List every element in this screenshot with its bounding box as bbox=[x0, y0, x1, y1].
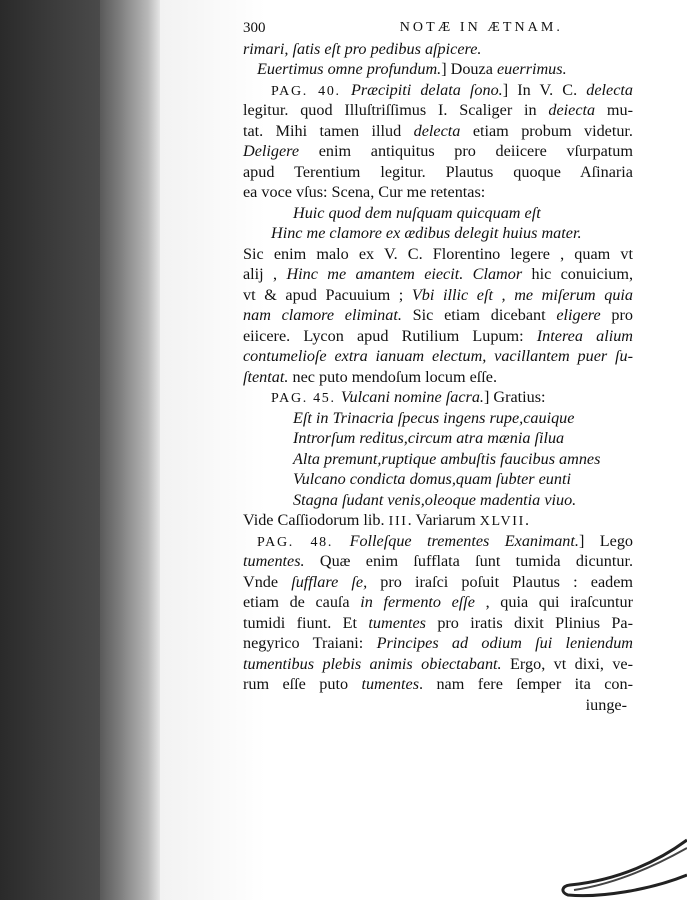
text-line bbox=[243, 551, 633, 572]
text-line bbox=[243, 285, 633, 306]
text-line bbox=[243, 59, 633, 80]
text-line bbox=[243, 326, 633, 347]
text-run: Eſt in Trinacria ſpecus ingens rupe,cauique bbox=[293, 408, 575, 427]
text-run: ] Lego bbox=[578, 531, 634, 550]
text-run: tat. Mihi tamen illud bbox=[243, 121, 414, 140]
text-run: in fermento eſſe bbox=[360, 593, 475, 611]
catchword bbox=[243, 695, 633, 716]
text-run: PAG. 45. bbox=[271, 391, 341, 406]
text-line bbox=[243, 531, 633, 552]
text-run: delecta bbox=[413, 121, 461, 140]
text-line bbox=[243, 674, 633, 695]
text-run: Sic enim malo ex V. C. Florentino legere , quam vt bbox=[243, 244, 633, 263]
text-run: tumentes. bbox=[243, 552, 305, 570]
text-line bbox=[243, 264, 633, 285]
text-run: enim antiquitus pro deiicere vſurpatum bbox=[299, 142, 633, 160]
text-run: pro iraſci poſuit Plautus : eadem bbox=[367, 572, 633, 591]
text-run: Vbi illic eſt , me miſerum quia bbox=[411, 285, 633, 304]
page-number: 300 bbox=[243, 20, 266, 36]
text-run: PAG. 40. bbox=[271, 83, 351, 99]
text-run: legitur. quod Illuſtriſſimus I. Scaliger in bbox=[243, 101, 549, 119]
text-line bbox=[243, 305, 633, 326]
text-run: Vulcani nomine ſacra. bbox=[340, 388, 484, 406]
text-run bbox=[463, 265, 472, 283]
text-line bbox=[243, 572, 633, 593]
text-run: vt & apud Pacuuium ; bbox=[243, 285, 412, 304]
text-run: nec puto mendoſum locum eſſe. bbox=[288, 367, 498, 386]
text-run: tumentes bbox=[368, 613, 426, 632]
text-line bbox=[243, 367, 633, 388]
running-title: NOTÆ IN ÆTNAM. bbox=[399, 20, 563, 35]
text-line bbox=[243, 592, 633, 613]
text-run: PAG. 48. bbox=[257, 534, 350, 550]
text-run: alij , bbox=[243, 265, 287, 283]
text-run: Hinc me clamore ex ædibus delegit huius mater. bbox=[271, 224, 582, 242]
text-run: negyrico Traiani: bbox=[243, 634, 377, 652]
text-run: rimari, ſatis eſt pro pedibus aſpicere. bbox=[243, 39, 482, 58]
verse-line bbox=[243, 449, 633, 470]
text-run: Principes ad odium ſui leniendum bbox=[376, 634, 633, 652]
text-run: Stagna ſudant venis,oleoque madentia viuo. bbox=[293, 490, 577, 509]
text-run: III bbox=[388, 514, 408, 529]
text-run: Vide Caſſiodorum lib. bbox=[243, 511, 389, 529]
text-line bbox=[243, 80, 633, 101]
text-run: hic conuicium, bbox=[522, 265, 634, 283]
text-run: Præcipiti delata ſono. bbox=[350, 80, 503, 99]
text-run: ] Gratius: bbox=[483, 388, 546, 406]
text-run: pro iratis dixit Plinius Pa- bbox=[425, 613, 634, 632]
text-line bbox=[243, 100, 633, 121]
page-text bbox=[243, 18, 633, 715]
text-run: Folleſque trementes Exanimant. bbox=[349, 531, 579, 550]
verse-line bbox=[243, 223, 633, 244]
text-run: . Variarum bbox=[407, 511, 480, 529]
text-run: Vulcano condicta domus,quam ſubter eunti bbox=[293, 470, 571, 488]
bookmark-cord bbox=[560, 800, 687, 900]
text-line bbox=[243, 346, 633, 367]
text-run: Ergo, vt dixi, ve- bbox=[501, 654, 633, 673]
text-line bbox=[243, 162, 633, 183]
text-line bbox=[243, 387, 633, 408]
text-run: ] In V. C. bbox=[502, 80, 587, 99]
text-line bbox=[243, 141, 633, 162]
text-line bbox=[243, 633, 633, 654]
verse-line bbox=[243, 203, 633, 224]
text-run: mu- bbox=[595, 101, 633, 119]
verse-line bbox=[243, 469, 633, 490]
text-run: Hinc me amantem eiecit. bbox=[286, 265, 464, 283]
text-run: eligere bbox=[556, 306, 601, 324]
text-line bbox=[243, 182, 633, 203]
running-header bbox=[243, 18, 633, 39]
text-run: Sic etiam dicebant bbox=[401, 306, 557, 324]
text-line bbox=[243, 654, 633, 675]
text-run: Introrſum reditus,circum atra mænia ſilua bbox=[293, 429, 565, 447]
text-run: Quæ enim ſufflata ſunt tumida dicuntur. bbox=[304, 552, 633, 570]
verse-line bbox=[243, 490, 633, 511]
text-run: , quia qui iraſcuntur bbox=[475, 593, 634, 611]
text-run: apud Terentium legitur. Plautus quoque Aſinaria bbox=[243, 162, 633, 181]
book-cover-edge bbox=[0, 0, 100, 900]
text-run: etiam de cauſa bbox=[243, 593, 361, 611]
text-run: . nam fere ſemper ita con- bbox=[419, 675, 634, 693]
verse-line bbox=[243, 408, 633, 429]
text-run: rum eſſe puto bbox=[243, 675, 362, 693]
text-line bbox=[243, 613, 633, 634]
text-run: Alta premunt,ruptique ambuſtis faucibus amnes bbox=[293, 449, 601, 468]
text-run: contumelioſe extra ianuam electum, vacillantem puer ſu- bbox=[243, 347, 633, 365]
text-run: ſtentat. bbox=[243, 367, 289, 386]
text-run: . bbox=[524, 511, 529, 529]
text-run: pro bbox=[600, 306, 634, 324]
verse-line bbox=[243, 428, 633, 449]
text-line bbox=[243, 244, 633, 265]
text-run: tumentibus plebis animis obiectabant. bbox=[243, 654, 502, 673]
text-run: etiam probum videtur. bbox=[460, 121, 633, 140]
text-run: Clamor bbox=[472, 265, 523, 283]
text-run: tumidi fiunt. Et bbox=[243, 613, 369, 632]
text-run: Deligere bbox=[243, 142, 300, 160]
text-run: nam clamore eliminat. bbox=[243, 306, 402, 324]
text-run: XLVII bbox=[479, 514, 525, 529]
text-run: Interea alium bbox=[536, 326, 633, 345]
text-run: ſufflare ſe, bbox=[291, 572, 368, 591]
text-run: ea voce vſus: Scena, Cur me retentas: bbox=[243, 183, 486, 201]
book-gutter bbox=[100, 0, 160, 900]
text-run: Vnde bbox=[243, 572, 292, 591]
text-run: Euertimus omne profundum. bbox=[257, 60, 442, 78]
text-run: euerrimus. bbox=[496, 60, 567, 78]
text-run: Huic quod dem nuſquam quicquam eſt bbox=[293, 203, 541, 222]
text-run: eiicere. Lycon apud Rutilium Lupum: bbox=[243, 326, 537, 345]
text-run: tumentes bbox=[361, 675, 419, 693]
text-line bbox=[243, 510, 633, 531]
text-run: ] Douza bbox=[441, 60, 497, 78]
text-run: deiecta bbox=[548, 101, 596, 119]
text-line bbox=[243, 39, 633, 60]
text-run: iunge- bbox=[585, 695, 627, 714]
text-run: delecta bbox=[586, 80, 633, 99]
text-line bbox=[243, 121, 633, 142]
